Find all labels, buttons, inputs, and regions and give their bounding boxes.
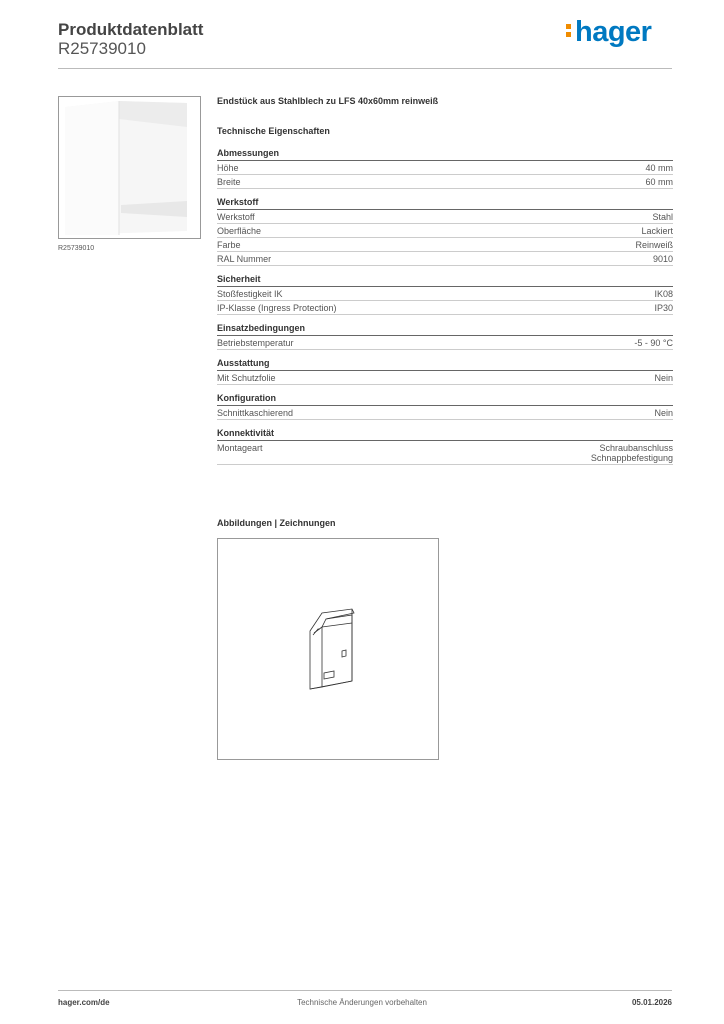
spec-group	[217, 358, 673, 385]
spec-label: Werkstoff	[217, 212, 255, 222]
spec-value-line: Reinweiß	[635, 240, 673, 250]
header-divider	[58, 68, 672, 69]
spec-group	[217, 197, 673, 266]
tech-heading: Technische Eigenschaften	[217, 126, 330, 136]
spec-group	[217, 428, 673, 465]
spec-value-line: 40 mm	[645, 163, 673, 173]
page-title: Produktdatenblatt	[58, 20, 204, 39]
spec-label: Montageart	[217, 443, 263, 453]
spec-row	[217, 406, 673, 420]
spec-label: Betriebstemperatur	[217, 338, 294, 348]
technical-drawing	[217, 538, 439, 760]
product-photo-icon	[59, 97, 200, 238]
spec-value	[652, 212, 673, 222]
thumbnail-caption: R25739010	[58, 245, 95, 252]
spec-row	[217, 441, 673, 465]
footer-notice: Technische Änderungen vorbehalten	[297, 998, 427, 1007]
spec-row	[217, 210, 673, 224]
footer-date: 05.01.2026	[631, 998, 672, 1007]
spec-label: IP-Klasse (Ingress Protection)	[217, 303, 337, 313]
spec-row	[217, 175, 673, 189]
footer-website: hager.com/de	[58, 998, 110, 1007]
spec-value-line: Lackiert	[641, 226, 673, 236]
footer-divider	[58, 990, 672, 991]
spec-value-line: 9010	[652, 254, 673, 264]
spec-group-title: Abmessungen	[217, 148, 673, 161]
spec-value-line: 60 mm	[645, 177, 673, 187]
spec-row	[217, 336, 673, 350]
spec-row	[217, 224, 673, 238]
spec-value-line: IK08	[654, 289, 673, 299]
end-piece-drawing-icon	[218, 539, 438, 759]
spec-value	[654, 408, 673, 418]
spec-row	[217, 238, 673, 252]
spec-value	[645, 163, 673, 173]
spec-value-line: Schraubanschluss	[599, 443, 673, 453]
spec-value-line: Schnappbefestigung	[590, 453, 673, 463]
spec-value-line: IP30	[654, 303, 673, 313]
spec-label: Oberfläche	[217, 226, 262, 236]
spec-row	[217, 161, 673, 175]
logo-dots-icon	[566, 21, 572, 40]
spec-group-title: Ausstattung	[217, 358, 673, 371]
spec-label: Höhe	[217, 163, 239, 173]
spec-value	[654, 303, 673, 313]
spec-group-title: Konfiguration	[217, 393, 673, 406]
spec-group-title: Konnektivität	[217, 428, 673, 441]
spec-value	[653, 254, 673, 264]
product-title: Endstück aus Stahlblech zu LFS 40x60mm reinweiß	[217, 96, 439, 106]
hager-logo	[566, 16, 651, 49]
spec-value	[654, 373, 673, 383]
spec-value	[645, 177, 673, 187]
spec-content	[217, 96, 673, 465]
spec-group	[217, 274, 673, 315]
spec-label: Breite	[217, 177, 241, 187]
spec-group	[217, 323, 673, 350]
spec-row	[217, 252, 673, 266]
spec-label: RAL Nummer	[217, 254, 272, 264]
spec-value	[654, 289, 673, 299]
spec-group	[217, 393, 673, 420]
spec-value	[641, 226, 673, 236]
spec-groups	[217, 148, 673, 465]
spec-row	[217, 301, 673, 315]
spec-label: Schnittkaschierend	[217, 408, 294, 418]
drawings-heading: Abbildungen | Zeichnungen	[217, 518, 336, 528]
logo-text: hager	[575, 16, 652, 48]
spec-label: Farbe	[217, 240, 241, 250]
spec-group-title: Werkstoff	[217, 197, 673, 210]
spec-value-line: Nein	[654, 373, 673, 383]
spec-value	[634, 338, 673, 348]
spec-value-line: Stahl	[652, 212, 673, 222]
spec-value-line: -5 - 90 °C	[634, 338, 673, 348]
product-code: R25739010	[58, 39, 146, 58]
spec-row	[217, 287, 673, 301]
spec-value	[635, 240, 673, 250]
spec-group-title: Sicherheit	[217, 274, 673, 287]
spec-label: Mit Schutzfolie	[217, 373, 276, 383]
spec-group	[217, 148, 673, 189]
spec-row	[217, 371, 673, 385]
product-thumbnail	[58, 96, 201, 239]
spec-value-line: Nein	[654, 408, 673, 418]
spec-label: Stoßfestigkeit IK	[217, 289, 283, 299]
spec-value	[591, 443, 673, 463]
spec-group-title: Einsatzbedingungen	[217, 323, 673, 336]
